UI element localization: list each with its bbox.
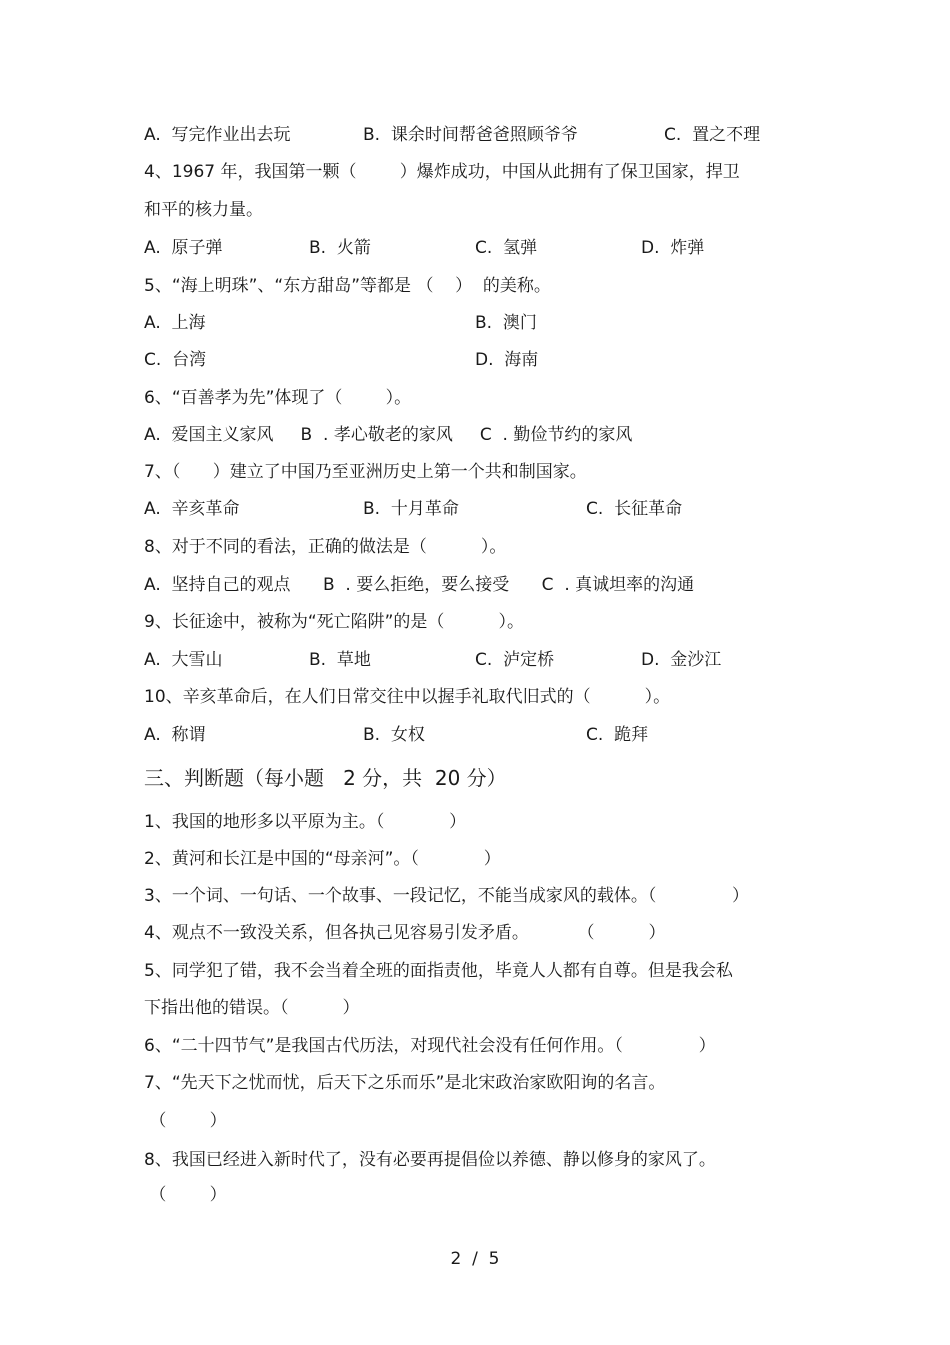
- question-stem: 7、（ ）建立了中国乃至亚洲历史上第一个共和制国家。: [144, 462, 587, 482]
- question-stem: 4、1967 年，我国第一颗（ ）爆炸成功，中国从此拥有了保卫国家，捍卫: [144, 162, 740, 182]
- option-b: B. 女权: [363, 725, 425, 745]
- option-d: D. 海南: [475, 350, 539, 370]
- option-b: B. 火箭: [309, 238, 371, 258]
- option-c: C. 泸定桥: [475, 650, 555, 670]
- question-stem: 5、“海上明珠”、“东方甜岛”等都是 （ ） 的美称。: [144, 276, 551, 296]
- tf-question-7: 7、“先天下之忧而忧，后天下之乐而乐”是北宋政治家欧阳询的名言。: [144, 1073, 666, 1093]
- option-a: A. 辛亥革命: [144, 499, 240, 519]
- question-stem: 10、辛亥革命后，在人们日常交往中以握手礼取代旧式的（ ）。: [144, 687, 671, 707]
- option-a: A. 大雪山: [144, 650, 223, 670]
- option-c: C. 置之不理: [664, 125, 761, 145]
- tf-question-6: 6、“二十四节气”是我国古代历法，对现代社会没有任何作用。（ ）: [144, 1036, 716, 1056]
- option-b: B. 十月革命: [363, 499, 459, 519]
- tf-question-5-continued: 下指出他的错误。（ ）: [144, 998, 360, 1018]
- question-stem-continued: 和平的核力量。: [144, 200, 263, 220]
- question-options: A. 坚持自己的观点 B . 要么拒绝，要么接受 C . 真诚坦率的沟通: [144, 575, 695, 595]
- tf-question-3: 3、一个词、一句话、一个故事、一段记忆，不能当成家风的载体。（ ）: [144, 886, 749, 906]
- tf-question-1: 1、我国的地形多以平原为主。（ ）: [144, 812, 467, 832]
- option-a: A. 原子弹: [144, 238, 223, 258]
- option-c: C. 氢弹: [475, 238, 538, 258]
- option-a: A. 写完作业出去玩: [144, 125, 291, 145]
- question-stem: 8、对于不同的看法，正确的做法是（ ）。: [144, 537, 507, 557]
- option-d: D. 炸弹: [641, 238, 705, 258]
- page-number: 2 / 5: [450, 1249, 500, 1269]
- question-options: A. 爱国主义家风 B . 孝心敬老的家风 C . 勤俭节约的家风: [144, 425, 633, 445]
- question-stem: 9、长征途中，被称为“死亡陷阱”的是（ ）。: [144, 612, 524, 632]
- option-b: B. 课余时间帮爸爸照顾爷爷: [363, 125, 578, 145]
- tf-question-7-continued: （ ）: [144, 1111, 227, 1131]
- section-title: 三、判断题（每小题 2 分，共 20 分）: [144, 766, 507, 790]
- tf-question-2: 2、黄河和长江是中国的“母亲河”。（ ）: [144, 849, 501, 869]
- option-a: A. 上海: [144, 313, 206, 333]
- tf-question-8-continued: （ ）: [144, 1185, 227, 1205]
- tf-question-5: 5、同学犯了错，我不会当着全班的面指责他，毕竟人人都有自尊。但是我会私: [144, 961, 733, 981]
- option-c: C. 跪拜: [586, 725, 649, 745]
- option-c: C. 长征革命: [586, 499, 683, 519]
- option-d: D. 金沙江: [641, 650, 722, 670]
- option-b: B. 草地: [309, 650, 371, 670]
- option-b: B. 澳门: [475, 313, 537, 333]
- tf-question-4: 4、观点不一致没关系，但各执己见容易引发矛盾。 （ ）: [144, 923, 666, 943]
- option-c: C. 台湾: [144, 350, 207, 370]
- tf-question-8: 8、我国已经进入新时代了，没有必要再提倡俭以养德、静以修身的家风了。: [144, 1150, 716, 1170]
- question-stem: 6、“百善孝为先”体现了（ ）。: [144, 388, 412, 408]
- option-a: A. 称谓: [144, 725, 206, 745]
